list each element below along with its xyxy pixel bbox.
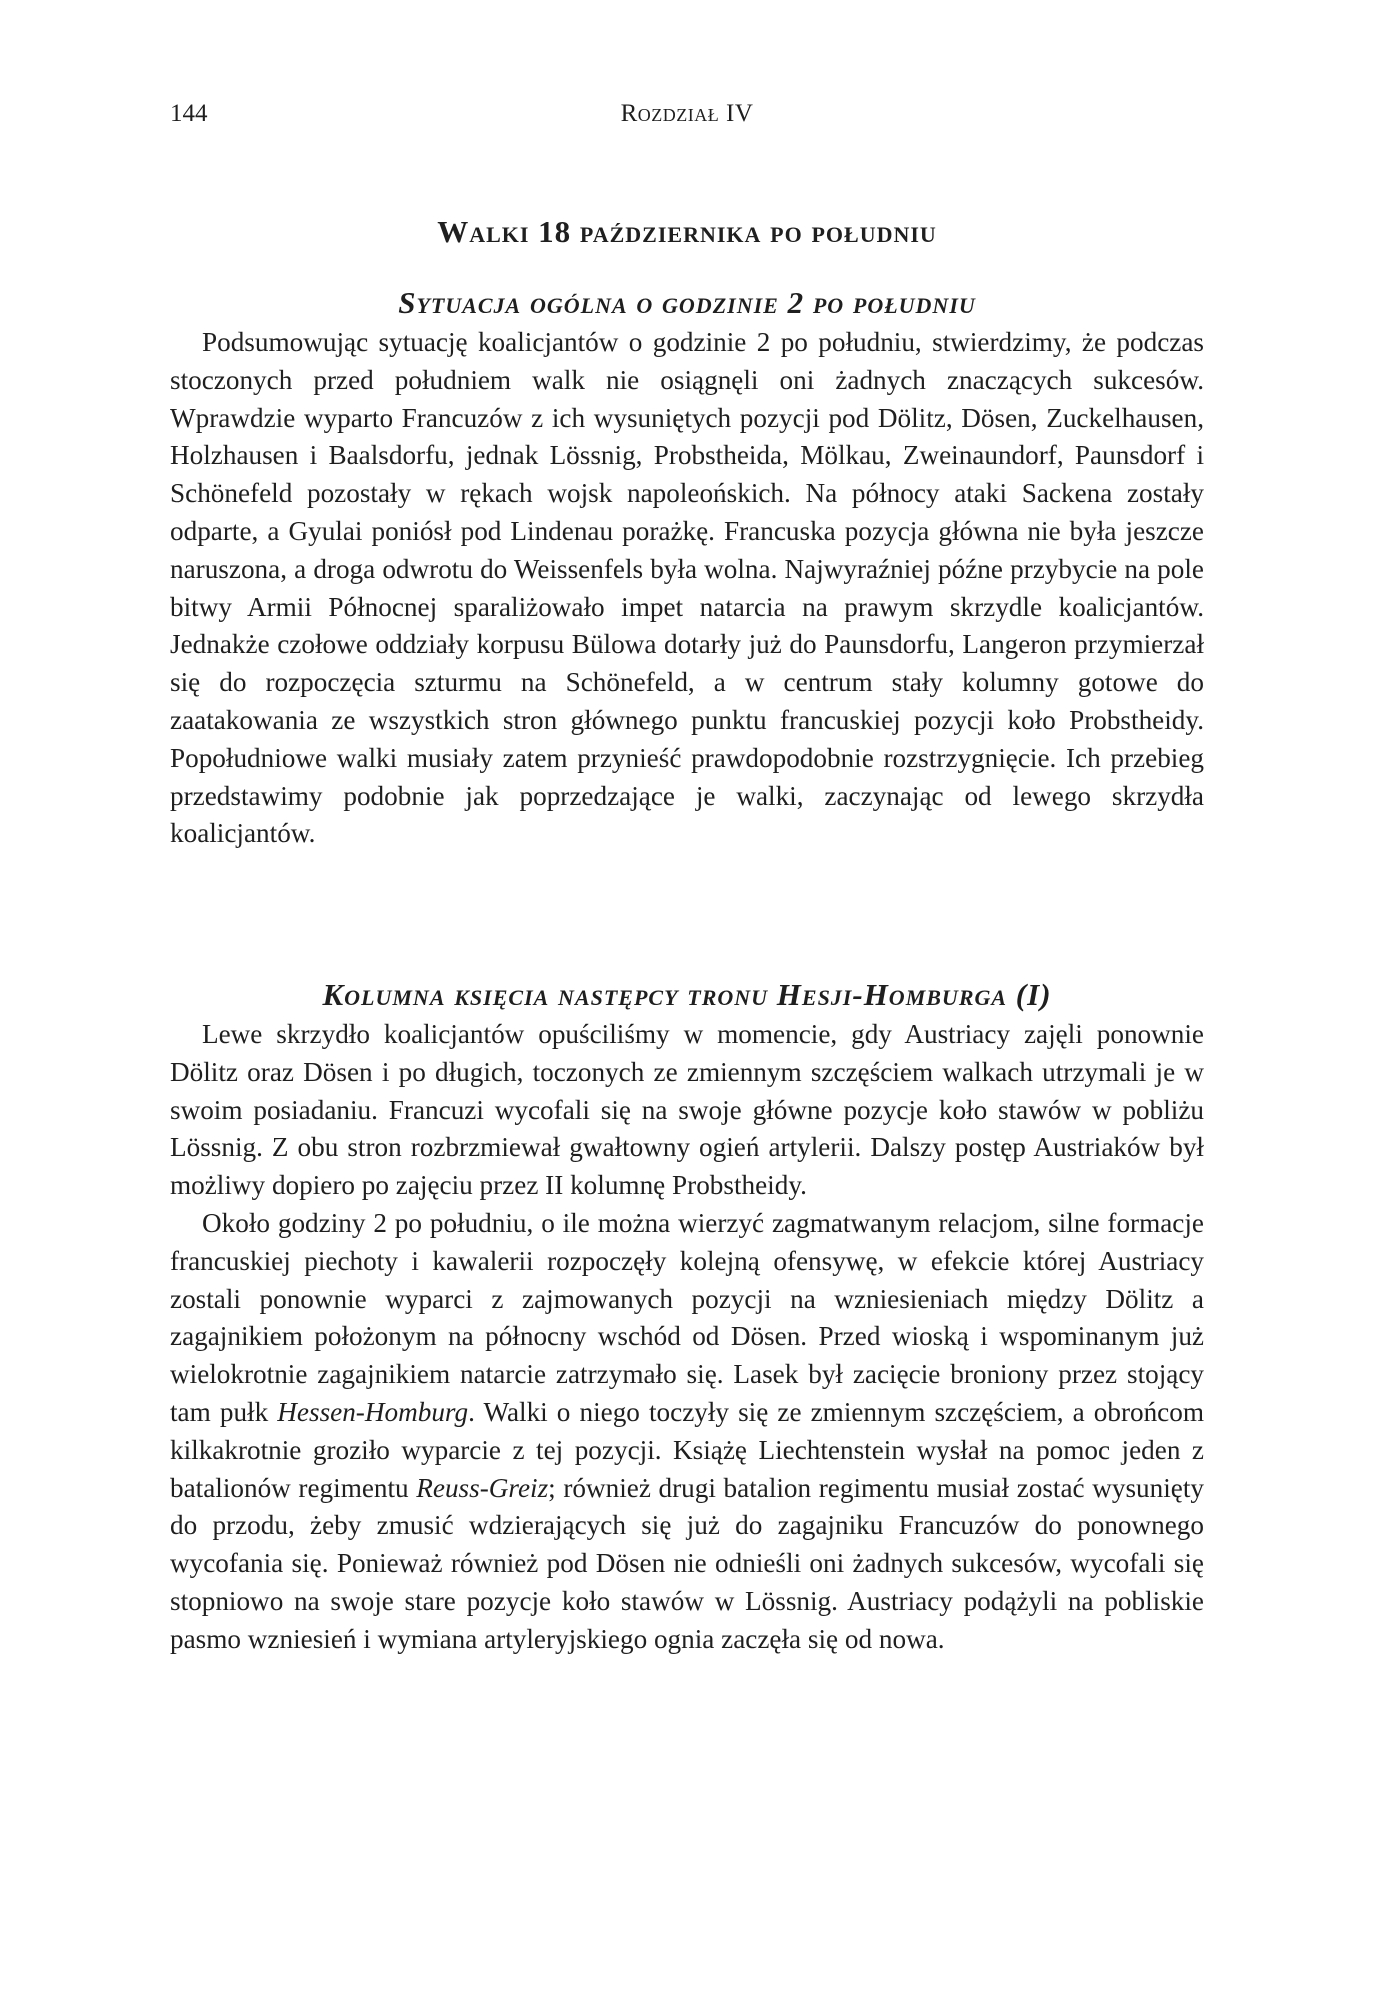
paragraph-text: . Walki o niego toczyły się ze zmiennym szczęściem, a obrońcom kilkakrotnie groziło wyparcie z tej pozycji. Książę Liechtenstein wysłał na pomoc jeden z batalionów regimentu [170,1396,1204,1503]
regiment-name: Hessen-Homburg [277,1396,469,1427]
chapter-title: Rozdział IV [620,100,754,127]
running-head [170,100,1204,140]
subsection-title: Sytuacja ogólna o godzinie 2 po południu [398,285,976,320]
subsection-general-situation [170,284,1204,853]
subsection-hesse-homburg-column [170,976,1204,1659]
page-number: 144 [170,100,208,127]
subsection-title: Kolumna księcia następcy tronu Hesji-Homburga (I) [322,977,1052,1012]
paragraph: Podsumowując sytuację koalicjantów o godzinie 2 po południu, stwierdzimy, że podczas stoczonych przed południem walk nie osiągnęli oni żadnych znaczących sukcesów. Wprawdzie wyparto Francuzów z ich wysuniętych pozycji pod Dölitz, Dösen, Zuckelhausen, Holzhausen i Baalsdorfu, jednak Lössnig, Probstheida, Mölkau, Zweinaundorf, Paunsdorf i Schönefeld pozostały w rękach wojsk napoleońskich. Na północy ataki Sackena zostały odparte, a Gyulai poniósł pod Lindenau porażkę. Francuska pozycja główna nie była jeszcze naruszona, a droga odwrotu do Weissenfels była wolna. Najwyraźniej późne przybycie na pole bitwy Armii Północnej sparaliżowało impet natarcia na prawym skrzydle koalicjantów. Jednakże czołowe oddziały korpusu Bülowa dotarły już do Paunsdorfu, Langeron przymierzał się do rozpoczęcia szturmu na Schönefeld, a w centrum stały kolumny gotowe do zaatakowania ze wszystkich stron głównego punktu francuskiej pozycji koło Probstheidy. Popołudniowe walki musiały zatem przynieść prawdopodobnie rozstrzygnięcie. Ich przebieg przedstawimy podobnie jak poprzedzające je walki, zaczynając od lewego skrzydła koalicjantów. [170,327,1204,849]
regiment-name: Reuss-Greiz [416,1472,549,1503]
paragraph [170,1205,1204,1659]
paragraph-text: Około godziny 2 po południu, o ile można wierzyć zagmatwanym relacjom, silne formacje francuskiej piechoty i kawalerii rozpoczęły kolejną ofensywę, w efekcie której Austriacy zostali ponownie wyparci z zajmowanych pozycji na wzniesieniach między Dölitz a zagajnikiem położonym na północny wschód od Dösen. Przed wioską i wspominanym już wielokrotnie zagajnikiem natarcie zatrzymało się. Lasek był zacięcie broniony przez stojący tam pułk [170,1207,1204,1427]
section-title: Walki 18 października po południu [437,214,937,249]
paragraph: Lewe skrzydło koalicjantów opuściliśmy w momencie, gdy Austriacy zajęli ponownie Dölitz oraz Dösen i po długich, toczonych ze zmiennym szczęściem walkach utrzymali je w swoim posiadaniu. Francuzi wycofali się na swoje główne pozycje koło stawów w pobliżu Lössnig. Z obu stron rozbrzmiewał gwałtowny ogień artylerii. Dalszy postęp Austriaków był możliwy dopiero po zajęciu przez II kolumnę Probstheidy. [170,1019,1204,1201]
paragraph-text: ; również drugi batalion regimentu musiał zostać wysunięty do przodu, żeby zmusić wdzierających się już do zagajniku Francuzów do ponownego wycofania się. Ponieważ również pod Dösen nie odnieśli oni żadnych sukcesów, wycofali się stopniowo na swoje stare pozycje koło stawów w Lössnig. Austriacy podążyli na pobliskie pasmo wzniesień i wymiana artyleryjskiego ognia zaczęła się od nowa. [170,1472,1205,1654]
